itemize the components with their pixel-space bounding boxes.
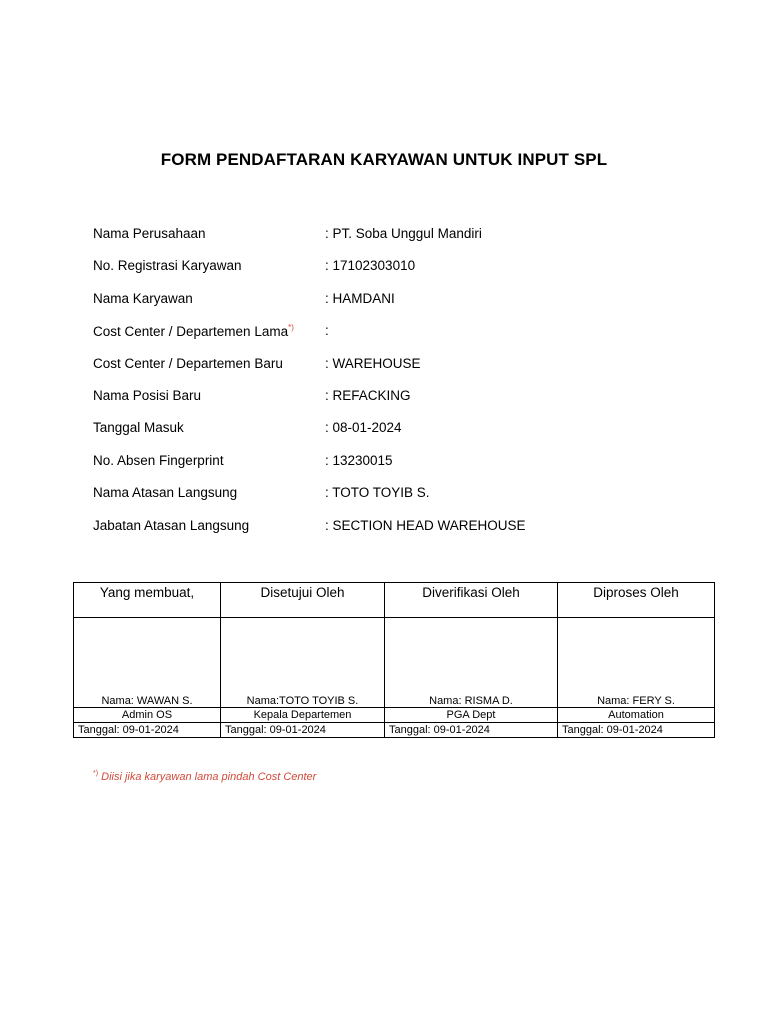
- field-value: : SECTION HEAD WAREHOUSE: [325, 517, 526, 533]
- field-label: Nama Karyawan: [93, 290, 193, 306]
- field-label: Nama Posisi Baru: [93, 387, 202, 403]
- signature-header: Diverifikasi Oleh: [385, 583, 558, 618]
- field-value: : REFACKING: [325, 387, 411, 403]
- footnote: [93, 770, 316, 783]
- signature-date: Tanggal: 09-01-2024: [74, 723, 221, 738]
- signature-role: Admin OS: [74, 708, 221, 723]
- footnote-marker: *): [93, 770, 99, 777]
- signature-space-row: [74, 618, 715, 708]
- field-label: No. Registrasi Karyawan: [93, 258, 242, 274]
- footnote-marker: *): [288, 323, 294, 333]
- field-label: No. Absen Fingerprint: [93, 452, 224, 468]
- field-label-text: Cost Center / Departemen Lama: [93, 324, 289, 340]
- signature-date: Tanggal: 09-01-2024: [558, 723, 715, 738]
- field-label: Cost Center / Departemen Baru: [93, 355, 283, 371]
- signature-date: Tanggal: 09-01-2024: [385, 723, 558, 738]
- signature-date-row: [74, 723, 715, 738]
- field-label: [93, 323, 294, 339]
- signature-header: Disetujui Oleh: [221, 583, 385, 618]
- field-value: : 13230015: [325, 452, 393, 468]
- signature-name: Nama: FERY S.: [558, 618, 715, 708]
- field-value: : HAMDANI: [325, 290, 395, 306]
- signature-role-row: [74, 708, 715, 723]
- signature-date: Tanggal: 09-01-2024: [221, 723, 385, 738]
- signature-role: PGA Dept: [385, 708, 558, 723]
- field-value: : 08-01-2024: [325, 420, 402, 436]
- signature-role: Automation: [558, 708, 715, 723]
- signature-name: Nama:TOTO TOYIB S.: [221, 618, 385, 708]
- signature-role: Kepala Departemen: [221, 708, 385, 723]
- signature-name: Nama: RISMA D.: [385, 618, 558, 708]
- signature-table: [73, 582, 715, 738]
- signature-header: Diproses Oleh: [558, 583, 715, 618]
- field-value: : PT. Soba Unggul Mandiri: [325, 226, 482, 241]
- field-label: Tanggal Masuk: [93, 420, 184, 436]
- field-value: : WAREHOUSE: [325, 355, 421, 371]
- footnote-text: Diisi jika karyawan lama pindah Cost Center: [101, 771, 317, 783]
- field-label: Nama Perusahaan: [93, 226, 206, 241]
- form-title: FORM PENDAFTARAN KARYAWAN UNTUK INPUT SPL: [160, 150, 608, 169]
- signature-header-row: [74, 583, 715, 618]
- field-value: : 17102303010: [325, 258, 416, 274]
- field-value: : TOTO TOYIB S.: [325, 485, 430, 501]
- signature-name: Nama: WAWAN S.: [74, 618, 221, 708]
- signature-header: Yang membuat,: [74, 583, 221, 618]
- field-label: Jabatan Atasan Langsung: [93, 517, 250, 533]
- field-value: :: [325, 323, 329, 339]
- field-label: Nama Atasan Langsung: [93, 485, 238, 501]
